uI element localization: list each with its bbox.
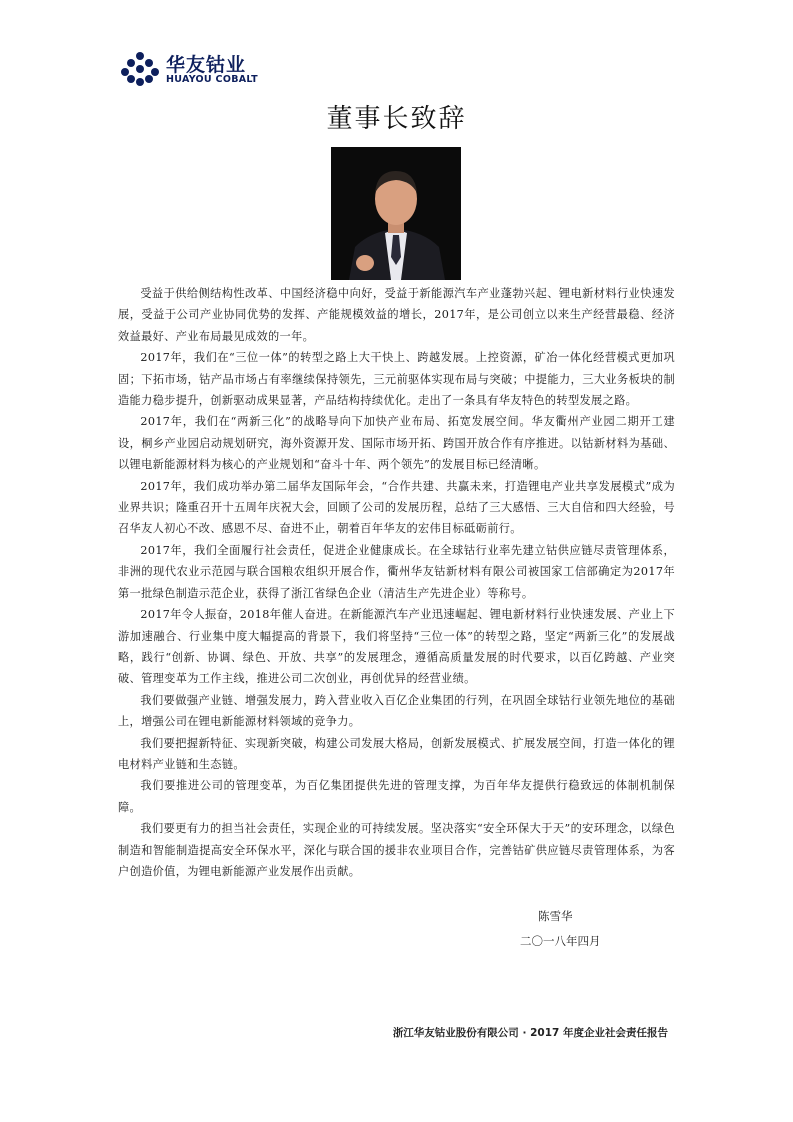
- paragraph: 2017年，我们全面履行社会责任，促进企业健康成长。在全球钴行业率先建立钴供应链尽责管理体系，非洲的现代农业示范园与联合国粮农组织开展合作，衢州华友钴新材料有限公司被国家工信部确定为2017年第一批绿色制造示范企业，获得了浙江省绿色企业（清洁生产先进企业）等称号。: [118, 543, 675, 600]
- logo-chinese-name: 华友钴业: [166, 54, 247, 76]
- logo-english-name: HUAYOU COBALT: [166, 74, 258, 85]
- page-footer: 浙江华友钴业股份有限公司 · 2017 年度企业社会责任报告: [392, 1027, 668, 1039]
- paragraph: 我们要更有力的担当社会责任，实现企业的可持续发展。坚决落实“安全环保大于天”的安环理念，以绿色制造和智能制造提高安全环保水平，深化与联合国的援非农业项目合作，完善钴矿供应链尽责管理体系，为客户创造价值，为锂电新能源产业发展作出贡献。: [118, 822, 675, 878]
- paragraph: 2017年，我们在“两新三化”的战略导向下加快产业布局、拓宽发展空间。华友衢州产业园二期开工建设，桐乡产业园启动规划研究，海外资源开发、国际市场开拓、跨国开放合作有序推进。以钴新材料为基础、以锂电新能源材料为核心的产业规划和“奋斗十年、两个领先”的发展目标已经清晰。: [118, 415, 675, 472]
- speech-body: [118, 283, 675, 882]
- page-title: 董事长致辞: [326, 104, 467, 134]
- chairman-portrait-icon: [331, 147, 461, 280]
- signature-name: 陈雪华: [538, 909, 573, 923]
- company-logo: [121, 50, 281, 90]
- paragraph: 我们要推进公司的管理变革，为百亿集团提供先进的管理支撑，为百年华友提供行稳致远的体制机制保障。: [118, 779, 675, 814]
- paragraph: 2017年令人振奋，2018年催人奋进。在新能源汽车产业迅速崛起、锂电新材料行业快速发展、产业上下游加速融合、行业集中度大幅提高的背景下，我们将坚持“三位一体”的转型之路，坚定“两新三化”的发展战略，践行“创新、协调、绿色、开放、共享”的发展理念，遵循高质量发展的时代要求，以百亿跨越、产业突破、管理变革为工作主线，推进公司二次创业，再创优异的经营业绩。: [118, 608, 675, 686]
- paragraph: 2017年，我们在“三位一体”的转型之路上大干快上、跨越发展。上控资源，矿冶一体化经营模式更加巩固；下拓市场，钴产品市场占有率继续保持领先，三元前驱体实现布局与突破；中提能力，三大业务板块的制造能力稳步提升，创新驱动成果显著，产品结构持续优化。走出了一条具有华友特色的转型发展之路。: [118, 351, 675, 408]
- paragraph: 我们要做强产业链、增强发展力，跨入营业收入百亿企业集团的行列，在巩固全球钴行业领先地位的基础上，增强公司在锂电新能源材料领域的竞争力。: [118, 693, 675, 729]
- paragraph: 我们要把握新特征、实现新突破，构建公司发展大格局，创新发展模式、扩展发展空间，打造一体化的锂电材料产业链和生态链。: [118, 736, 675, 771]
- paragraph: 受益于供给侧结构性改革、中国经济稳中向好，受益于新能源汽车产业蓬勃兴起、锂电新材料行业快速发展，受益于公司产业协同优势的发挥、产能规模效益的增长，2017年，是公司创立以来生产经营最稳、经济效益最好、产业布局最见成效的一年。: [118, 287, 675, 343]
- signature-date: 二〇一八年四月: [520, 934, 601, 948]
- huayou-logo-icon: [121, 52, 159, 86]
- paragraph: 2017年，我们成功举办第二届华友国际年会，“合作共建、共赢未来，打造锂电产业共享发展模式”成为业界共识；隆重召开十五周年庆祝大会，回顾了公司的发展历程，总结了三大感悟、三大自信和四大经验，号召华友人初心不改、感恩不尽、奋进不止，朝着百年华友的宏伟目标砥砺前行。: [118, 479, 675, 536]
